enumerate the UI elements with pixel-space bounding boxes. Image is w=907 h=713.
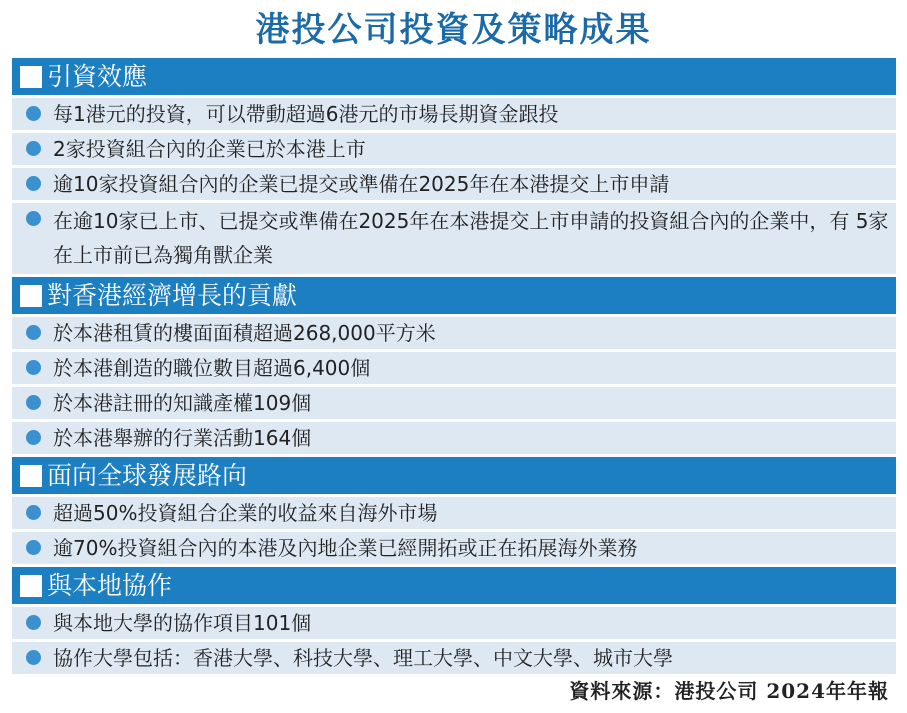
list-item — [12, 532, 896, 564]
section-heading-economic-contribution — [12, 277, 896, 314]
list-item — [12, 317, 896, 349]
circle-bullet-icon — [26, 141, 41, 156]
circle-bullet-icon — [26, 395, 41, 410]
list-item-text: 於本港註冊的知識產權109個 — [53, 391, 312, 415]
square-bullet-icon — [20, 66, 42, 88]
section-heading-label: 引資效應 — [47, 62, 148, 91]
section-heading-label: 與本地協作 — [47, 571, 173, 600]
list-item — [12, 642, 896, 674]
circle-bullet-icon — [26, 430, 41, 445]
list-item-text: 逾10家投資組合內的企業已提交或準備在2025年在本港提交上市申請 — [53, 172, 670, 196]
circle-bullet-icon — [26, 325, 41, 340]
list-item — [12, 168, 896, 200]
section-heading-global-direction — [12, 457, 896, 494]
list-item-text: 超過50%投資組合企業的收益來自海外市場 — [53, 501, 438, 525]
list-item — [12, 133, 896, 165]
section-heading-investment-effect — [12, 58, 896, 95]
list-item — [12, 607, 896, 639]
list-item — [12, 422, 896, 454]
section-heading-label: 對香港經濟增長的貢獻 — [47, 281, 298, 310]
results-panel — [12, 58, 896, 677]
list-item — [12, 387, 896, 419]
list-item-text: 於本港創造的職位數目超過6,400個 — [53, 356, 371, 380]
section-heading-label: 面向全球發展路向 — [47, 461, 248, 490]
square-bullet-icon — [20, 575, 42, 597]
section-heading-local-collaboration — [12, 567, 896, 604]
list-item-text: 在逾10家已上市、已提交或準備在2025年在本港提交上市申請的投資組合內的企業中，有 5家在上市前已為獨角獸企業 — [53, 209, 889, 267]
list-item-text: 逾70%投資組合內的本港及內地企業已經開拓或正在拓展海外業務 — [53, 536, 638, 560]
circle-bullet-icon — [26, 540, 41, 555]
list-item-text: 2家投資組合內的企業已於本港上市 — [53, 137, 366, 161]
square-bullet-icon — [20, 465, 42, 487]
list-item — [12, 203, 896, 274]
circle-bullet-icon — [26, 505, 41, 520]
list-item — [12, 497, 896, 529]
list-item-text: 協作大學包括：香港大學、科技大學、理工大學、中文大學、城市大學 — [53, 646, 673, 670]
list-item-text: 於本港舉辦的行業活動164個 — [53, 426, 312, 450]
list-item — [12, 98, 896, 130]
list-item-text: 與本地大學的協作項目101個 — [53, 611, 312, 635]
page-title: 港投公司投資及策略成果 — [255, 10, 652, 50]
circle-bullet-icon — [26, 176, 41, 191]
circle-bullet-icon — [26, 650, 41, 665]
circle-bullet-icon — [26, 615, 41, 630]
list-item-text: 於本港租賃的樓面面積超過268,000平方米 — [53, 321, 436, 345]
list-item — [12, 352, 896, 384]
list-item-text: 每1港元的投資，可以帶動超過6港元的市場長期資金跟投 — [53, 102, 559, 126]
square-bullet-icon — [20, 285, 42, 307]
circle-bullet-icon — [26, 211, 41, 226]
circle-bullet-icon — [26, 106, 41, 121]
source-note: 資料來源：港投公司 2024年年報 — [569, 679, 889, 703]
circle-bullet-icon — [26, 360, 41, 375]
